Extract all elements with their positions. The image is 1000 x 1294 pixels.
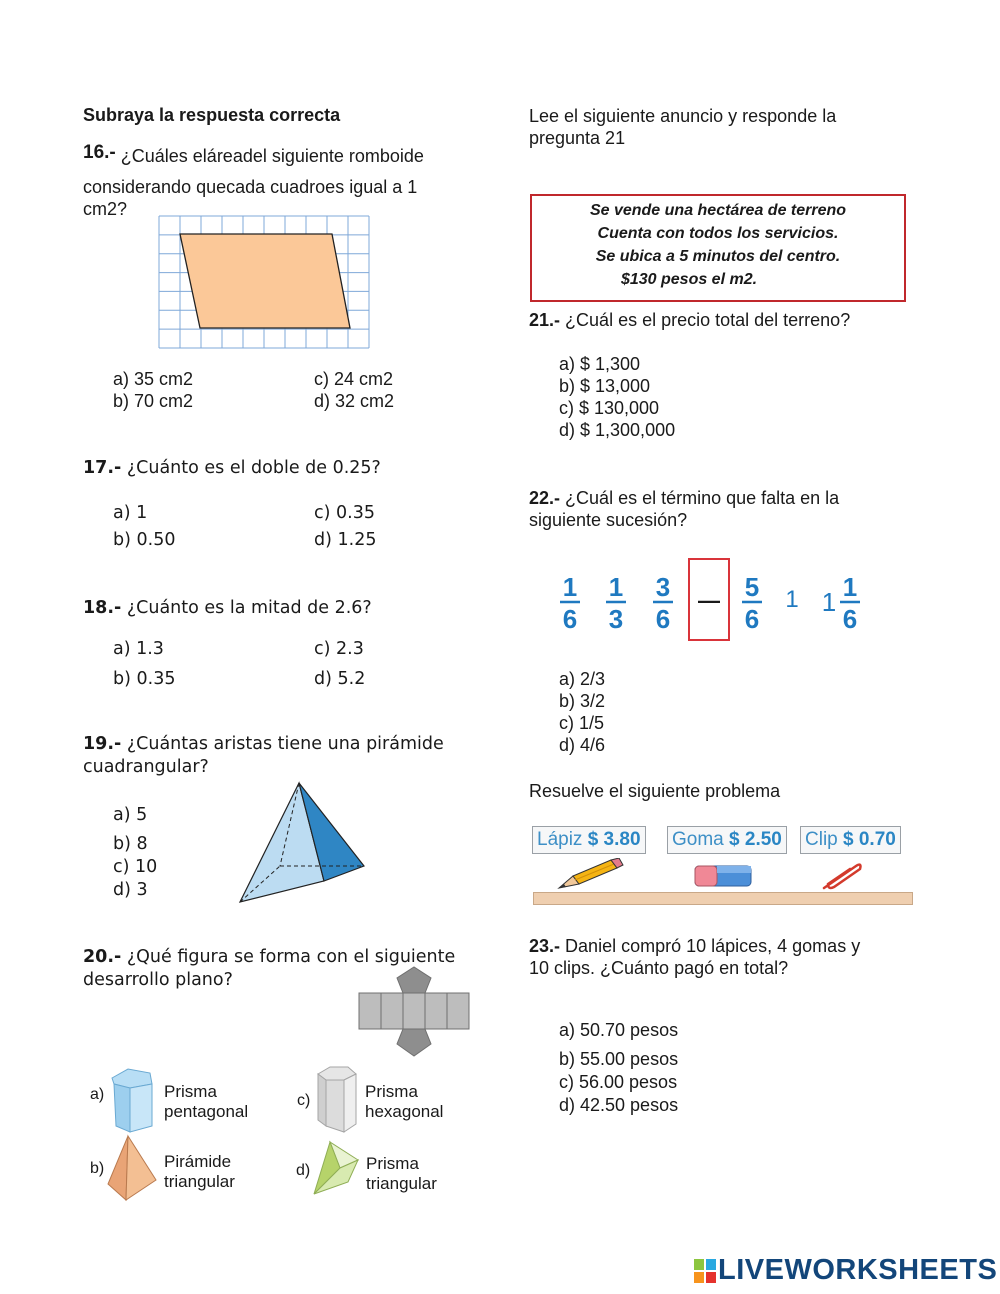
price-tag-pencil: [532, 826, 646, 854]
q19-question: [83, 733, 444, 755]
q16-line2: considerando quecada cuadroes igual a 1: [83, 177, 418, 197]
q16-line1: ¿Cuáles eláreadel siguiente romboide: [120, 146, 424, 166]
price-item-eraser: Goma: [672, 829, 724, 850]
svg-text:6: 6: [655, 604, 671, 634]
svg-text:1: 1: [842, 572, 858, 602]
eraser-icon: [693, 860, 753, 890]
ad-line2: Cuenta con todos los servicios.: [597, 225, 839, 242]
q22-option-c[interactable]: c) 1/5: [559, 713, 605, 733]
price-tag-eraser: [667, 826, 787, 854]
q22-line2: siguiente sucesión?: [529, 510, 688, 530]
svg-text:1: 1: [821, 587, 837, 617]
q19-option-b[interactable]: b) 8: [113, 834, 148, 854]
q21-option-c[interactable]: c) $ 130,000: [559, 398, 660, 418]
q23-line2: 10 clips. ¿Cuánto pagó en total?: [529, 958, 789, 978]
svg-text:3: 3: [655, 572, 671, 602]
q19-line1: ¿Cuántas aristas tiene una pirámide: [126, 734, 444, 754]
rhomboid-grid-figure: [158, 215, 370, 349]
q17-text: ¿Cuánto es el doble de 0.25?: [126, 458, 381, 478]
liveworksheets-logo-mark-icon: [694, 1259, 716, 1283]
whole-number-term: 1: [785, 586, 799, 613]
liveworksheets-logo: LIVEWORKSHEETS: [718, 1254, 998, 1286]
q21-option-d[interactable]: d) $ 1,300,000: [559, 420, 676, 440]
problem-title: Resuelve el siguiente problema: [529, 781, 781, 801]
q22-question: [529, 487, 839, 509]
q18-option-d[interactable]: d) 5.2: [314, 669, 366, 689]
pencil-icon: [555, 858, 625, 892]
q21-number: 21.-: [529, 310, 561, 330]
price-tag-clip: [800, 826, 901, 854]
prism-net-figure: [358, 966, 470, 1058]
q20-question: [83, 946, 455, 968]
mixed-number-1-1-6: [822, 572, 860, 634]
q20-choice-b-label[interactable]: [164, 1152, 235, 1192]
instruction: Subraya la respuesta correcta: [83, 105, 341, 125]
hexagonal-prism-icon: [314, 1064, 360, 1134]
q23-question: [529, 935, 860, 957]
q16-option-b[interactable]: b) 70 cm2: [113, 391, 194, 411]
q20-choice-b-line1: Pirámide: [164, 1152, 232, 1171]
q18-option-a[interactable]: a) 1.3: [113, 639, 164, 659]
q20-choice-b-line2: triangular: [164, 1172, 235, 1191]
q16-question: [83, 141, 424, 164]
price-value-pencil: $ 3.80: [587, 829, 641, 850]
q19-option-a[interactable]: a) 5: [113, 805, 148, 825]
q20-choice-c-line2: hexagonal: [365, 1102, 444, 1121]
q18-number: 18.-: [83, 598, 122, 618]
q17-option-b[interactable]: b) 0.50: [113, 530, 176, 550]
fraction-5-6: [742, 572, 762, 634]
q16-option-d[interactable]: d) 32 cm2: [314, 391, 395, 411]
paperclip-icon: [816, 860, 866, 892]
q23-option-c[interactable]: c) 56.00 pesos: [559, 1072, 678, 1092]
q21-question: [529, 309, 850, 331]
q20-choice-a-label[interactable]: [164, 1082, 248, 1122]
ad-line1: Se vende una hectárea de terreno: [589, 202, 847, 219]
q17-question: [83, 457, 381, 479]
land-sale-ad: [530, 194, 906, 302]
q21-option-b[interactable]: b) $ 13,000: [559, 376, 651, 396]
q20-line1: ¿Qué figura se forma con el siguiente: [126, 947, 456, 967]
q22-number: 22.-: [529, 488, 561, 508]
q20-choice-a-line2: pentagonal: [164, 1102, 249, 1121]
q21-option-a[interactable]: a) $ 1,300: [559, 354, 641, 374]
q23-option-d[interactable]: d) 42.50 pesos: [559, 1095, 679, 1115]
rhomboid-shape: [180, 234, 350, 328]
q18-text: ¿Cuánto es la mitad de 2.6?: [126, 598, 372, 618]
q20-choice-c-letter: c): [297, 1092, 311, 1109]
ad-line3: Se ubica a 5 minutos del centro.: [595, 248, 841, 265]
q18-option-b[interactable]: b) 0.35: [113, 669, 176, 689]
q20-choice-c-label[interactable]: [365, 1082, 443, 1122]
shelf: [533, 892, 913, 905]
q16-option-c[interactable]: c) 24 cm2: [314, 369, 394, 389]
svg-text:1: 1: [608, 572, 624, 602]
q20-choice-a-line1: Prisma: [164, 1082, 217, 1101]
q18-question: [83, 597, 372, 619]
q22-option-a[interactable]: a) 2/3: [559, 669, 606, 689]
q17-option-c[interactable]: c) 0.35: [314, 503, 375, 523]
svg-text:6: 6: [562, 604, 578, 634]
svg-text:6: 6: [842, 604, 858, 634]
q19-option-c[interactable]: c) 10: [113, 857, 158, 877]
q20-choice-b-letter: b): [90, 1160, 105, 1177]
q22-option-d[interactable]: d) 4/6: [559, 735, 606, 755]
q21-text: ¿Cuál es el precio total del terreno?: [565, 310, 851, 330]
q20-choice-c-line1: Prisma: [365, 1082, 418, 1101]
q20-choice-a-letter: a): [90, 1086, 105, 1103]
q23-option-a[interactable]: a) 50.70 pesos: [559, 1020, 679, 1040]
q17-option-a[interactable]: a) 1: [113, 503, 148, 523]
q20-choice-d-line2: triangular: [366, 1174, 437, 1193]
missing-term-blank: —: [698, 588, 720, 613]
q16-line3: cm2?: [83, 199, 128, 219]
triangular-pyramid-icon: [106, 1134, 158, 1202]
q20-choice-d-label[interactable]: [366, 1154, 437, 1194]
q23-number: 23.-: [529, 936, 561, 956]
price-item-pencil: Lápiz: [537, 829, 583, 850]
q17-option-d[interactable]: d) 1.25: [314, 530, 377, 550]
svg-text:5: 5: [744, 572, 760, 602]
q22-line1: ¿Cuál es el término que falta en la: [565, 488, 840, 508]
fraction-3-6: [653, 572, 673, 634]
price-value-clip: $ 0.70: [843, 829, 896, 850]
price-value-eraser: $ 2.50: [729, 829, 782, 850]
q19-option-d[interactable]: d) 3: [113, 880, 148, 900]
svg-text:6: 6: [744, 604, 760, 634]
q19-line2: cuadrangular?: [83, 757, 209, 777]
q19-number: 19.-: [83, 734, 122, 754]
square-pyramid-figure: [236, 780, 370, 906]
triangular-prism-icon: [312, 1140, 362, 1198]
ad-intro-line2: pregunta 21: [529, 128, 626, 148]
q20-number: 20.-: [83, 947, 122, 967]
q17-number: 17.-: [83, 458, 122, 478]
fraction-1-3: [606, 572, 626, 634]
q16-number: 16.-: [83, 142, 116, 163]
price-item-clip: Clip: [805, 829, 838, 850]
q20-choice-d-letter: d): [296, 1162, 311, 1179]
ad-intro-line1: Lee el siguiente anuncio y responde la: [529, 106, 837, 126]
q20-line2: desarrollo plano?: [83, 970, 233, 990]
fraction-1-6: [560, 572, 580, 634]
pentagonal-prism-icon: [108, 1066, 156, 1134]
q18-option-c[interactable]: c) 2.3: [314, 639, 364, 659]
svg-text:1: 1: [562, 572, 578, 602]
svg-text:3: 3: [608, 604, 624, 634]
q23-line1: Daniel compró 10 lápices, 4 gomas y: [565, 936, 861, 956]
q20-choice-d-line1: Prisma: [366, 1154, 419, 1173]
ad-line4: $130 pesos el m2.: [620, 271, 758, 288]
q22-option-b[interactable]: b) 3/2: [559, 691, 606, 711]
q16-option-a[interactable]: a) 35 cm2: [113, 369, 194, 389]
q23-option-b[interactable]: b) 55.00 pesos: [559, 1049, 679, 1069]
fraction-sequence: [552, 556, 872, 642]
